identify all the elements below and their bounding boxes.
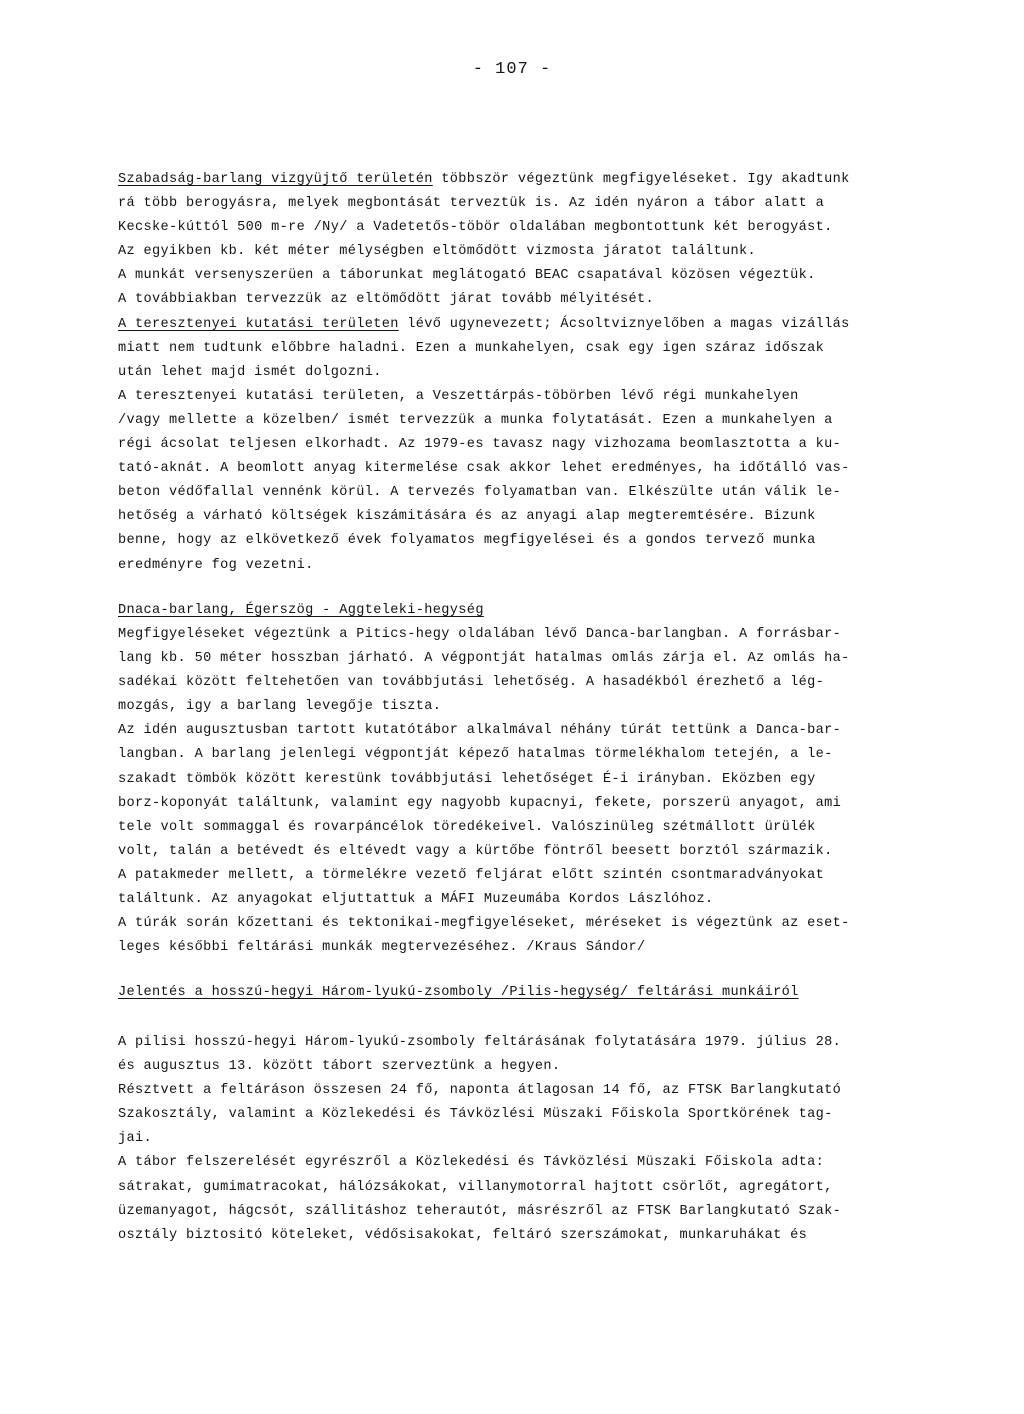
- line-text: sadékai között feltehetően van továbbjutási lehetőség. A hasadékból érezhető a lég-: [118, 675, 825, 691]
- text-line: [118, 433, 928, 457]
- section-harom-lyuku-zsomboly: [118, 1031, 928, 1248]
- line-text: beton védőfallal vennénk körül. A tervezés folyamatban van. Elkészülte után válik le-: [118, 485, 842, 501]
- text-line: [118, 864, 928, 888]
- text-line: [118, 361, 928, 385]
- line-text: rá több berogyásra, melyek megbontását terveztük is. Az idén nyáron a tábor alatt a: [118, 196, 825, 212]
- line-text: és augusztus 13. között tábort szerveztünk a hegyen.: [118, 1059, 561, 1075]
- text-line: [118, 1079, 928, 1103]
- line-text: lévő ugynevezett; Ácsoltviznyelőben a magas vizállás: [398, 316, 850, 332]
- line-text: leges későbbi feltárási munkák megtervezéséhez. /Kraus Sándor/: [118, 940, 646, 956]
- line-text: /vagy mellette a közelben/ ismét tervezzük a munka folytatását. Ezen a munkahelyen a: [118, 412, 833, 428]
- line-text: Kecske-kúttól 500 m-re /Ny/ a Vadetetős-töbör oldalában megbontottunk két berogyást.: [118, 220, 833, 236]
- text-line: [118, 768, 928, 792]
- text-line: [118, 1200, 928, 1224]
- section-danca-barlang: [118, 623, 928, 960]
- text-line: [118, 816, 928, 840]
- text-line: [118, 671, 928, 695]
- text-line: [118, 529, 928, 553]
- line-text: mozgás, igy a barlang levegője tiszta.: [118, 699, 442, 715]
- text-line: [118, 192, 928, 216]
- line-text: tató-aknát. A beomlott anyag kitermelése csak akkor lehet eredményes, ha időtálló vas-: [118, 461, 850, 477]
- line-text: A túrák során kőzettani és tektonikai-megfigyeléseket, méréseket is végeztünk az eset-: [118, 916, 850, 932]
- underlined-phrase: A teresztenyei kutatási területen: [118, 316, 399, 332]
- text-line: [118, 385, 928, 409]
- line-text: langban. A barlang jelenlegi végpontját képező hatalmas törmelékhalom tetején, a le-: [118, 747, 833, 763]
- line-text: régi ácsolat teljesen elkorhadt. Az 1979-es tavasz nagy vizhozama beomlasztotta a ku-: [118, 437, 842, 453]
- line-text: sátrakat, gumimatracokat, hálózsákokat, villanymotorral hajtott csörlőt, agregátort,: [118, 1179, 833, 1195]
- line-text: A munkát versenyszerüen a táborunkat meglátogató BEAC csapatával közösen végeztük.: [118, 268, 816, 284]
- text-line: [118, 1127, 928, 1151]
- line-text: Az egyikben kb. két méter mélységben eltömődött vizmosta járatot találtunk.: [118, 244, 757, 260]
- section-szabadsag-barlang: [118, 168, 928, 578]
- line-text: Szakosztály, valamint a Közlekedési és Távközlési Müszaki Főiskola Sportkörének tag-: [118, 1107, 833, 1123]
- text-line: [118, 313, 928, 337]
- text-line: [118, 888, 928, 912]
- text-line: [118, 647, 928, 671]
- line-text: találtunk. Az anyagokat eljuttattuk a MÁFI Muzeumába Kordos Lászlóhoz.: [118, 892, 714, 908]
- line-text: A pilisi hosszú-hegyi Három-lyukú-zsomboly feltárásának folytatására 1979. július 28.: [118, 1035, 842, 1050]
- text-line: [118, 481, 928, 505]
- section-heading-danca-barlang: Dnaca-barlang, Égerszög - Aggteleki-hegység: [118, 603, 484, 618]
- heading-danca-barlang-wrap: [118, 599, 928, 623]
- line-text: üzemanyagot, hágcsót, szállitáshoz teherautót, másrészről az FTSK Barlangkutató Szak-: [118, 1203, 842, 1219]
- text-line: [118, 337, 928, 361]
- line-text: miatt nem tudtunk előbbre haladni. Ezen a munkahelyen, csak egy igen száraz időszak: [118, 340, 825, 356]
- line-text: Az idén augusztusban tartott kutatótábor alkalmával néhány túrát tettünk a Danca-bar-: [118, 723, 842, 739]
- text-line: [118, 840, 928, 864]
- text-line: [118, 1055, 928, 1079]
- text-line: [118, 1031, 928, 1055]
- text-line: [118, 912, 928, 936]
- text-line: [118, 1224, 928, 1248]
- line-text: jai.: [118, 1131, 153, 1147]
- line-text: tele volt sommaggal és rovarpáncélok töredékeivel. Valószinüleg szétmállott ürülék: [118, 819, 816, 835]
- underlined-phrase: Szabadság-barlang vizgyüjtő területén: [118, 172, 433, 187]
- line-text: osztály biztositó köteleket, védősisakokat, feltáró szerszámokat, munkaruhákat és: [118, 1227, 808, 1243]
- text-line: [118, 505, 928, 529]
- line-text: eredményre fog vezetni.: [118, 557, 314, 573]
- text-line: [118, 1176, 928, 1200]
- text-line: [118, 168, 928, 192]
- line-text: Megfigyeléseket végeztünk a Pitics-hegy oldalában lévő Danca-barlangban. A forrásbar-: [118, 627, 842, 642]
- line-text: volt, talán a betévedt és eltévedt vagy a kürtőbe föntről beesett borztól származik.: [118, 843, 833, 859]
- text-line: [118, 216, 928, 240]
- text-line: [118, 936, 928, 960]
- page-number: - 107 -: [472, 60, 552, 79]
- line-text: borz-koponyát találtunk, valamint egy nagyobb kupacnyi, fekete, porszerü anyagot, ami: [118, 795, 842, 811]
- text-line: [118, 288, 928, 312]
- text-line: [118, 409, 928, 433]
- text-line: [118, 719, 928, 743]
- line-text: Résztvett a feltáráson összesen 24 fő, naponta átlagosan 14 fő, az FTSK Barlangkutató: [118, 1083, 842, 1099]
- text-line: [118, 792, 928, 816]
- line-text: lang kb. 50 méter hosszban járható. A végpontját hatalmas omlás zárja el. Az omlás ha-: [118, 651, 850, 667]
- text-line: [118, 457, 928, 481]
- text-line: [118, 743, 928, 767]
- text-line: [118, 695, 928, 719]
- line-text: A tábor felszerelését egyrészről a Közlekedési és Távközlési Müszaki Főiskola adta:: [118, 1155, 825, 1171]
- line-text: többször végeztünk megfigyeléseket. Igy akadtunk: [432, 172, 850, 187]
- line-text: után lehet majd ismét dolgozni.: [118, 364, 382, 380]
- line-text: A továbbiakban tervezzük az eltömődött járat tovább mélyitését.: [118, 292, 654, 308]
- heading-harom-lyuku-wrap: [118, 981, 928, 1005]
- line-text: hetőség a várható költségek kiszámitására és az anyagi alap megteremtésére. Bizunk: [118, 509, 816, 525]
- section-heading-harom-lyuku-zsomboly: Jelentés a hosszú-hegyi Három-lyukú-zsomboly /Pilis-hegység/ feltárási munkáiról: [118, 985, 799, 1000]
- line-text: A teresztenyei kutatási területen, a Veszettárpás-töbörben lévő régi munkahelyen: [118, 388, 799, 404]
- text-line: [118, 1151, 928, 1175]
- line-text: benne, hogy az elkövetkező évek folyamatos megfigyelései és a gondos tervező munka: [118, 533, 816, 549]
- text-line: [118, 264, 928, 288]
- text-line: [118, 623, 928, 647]
- line-text: szakadt tömbök között kerestünk továbbjutási lehetőséget É-i irányban. Eközben egy: [118, 771, 816, 787]
- text-line: [118, 554, 928, 578]
- text-line: [118, 1103, 928, 1127]
- line-text: A patakmeder mellett, a törmelékre vezető feljárat előtt szintén csontmaradványokat: [118, 867, 825, 883]
- text-line: [118, 240, 928, 264]
